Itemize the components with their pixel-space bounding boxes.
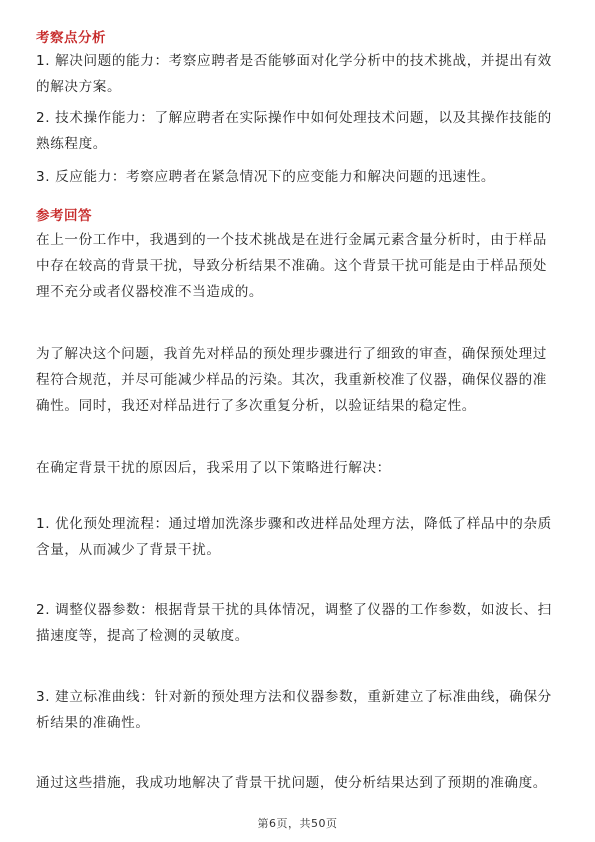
answer-heading: 参考回答 <box>36 208 92 224</box>
answer-paragraph-3: 在确定背景干扰的原因后，我采用了以下策略进行解决： <box>36 460 391 476</box>
strategy-item-2: 2. 调整仪器参数：根据背景干扰的具体情况，调整了仪器的工作参数，如波长、扫描速度等，提高了检测的灵敏度。 <box>36 602 552 644</box>
analysis-item-3: 3. 反应能力：考察应聘者在紧急情况下的应变能力和解决问题的迅速性。 <box>36 169 496 185</box>
answer-conclusion: 通过这些措施，我成功地解决了背景干扰问题，使分析结果达到了预期的准确度。 <box>36 775 547 791</box>
analysis-item-1: 1. 解决问题的能力：考察应聘者是否能够面对化学分析中的技术挑战，并提出有效的解决方案。 <box>36 53 552 95</box>
answer-paragraph-2: 为了解决这个问题，我首先对样品的预处理步骤进行了细致的审查，确保预处理过程符合规范，并尽可能减少样品的污染。其次，我重新校准了仪器，确保仪器的准确性。同时，我还对样品进行了多次重复分析，以验证结果的稳定性。 <box>36 346 547 414</box>
analysis-heading: 考察点分析 <box>36 30 106 46</box>
strategy-item-3: 3. 建立标准曲线：针对新的预处理方法和仪器参数，重新建立了标准曲线，确保分析结果的准确性。 <box>36 689 552 731</box>
analysis-item-2: 2. 技术操作能力：了解应聘者在实际操作中如何处理技术问题，以及其操作技能的熟练程度。 <box>36 110 552 152</box>
page-number: 第6页，共50页 <box>257 817 338 830</box>
strategy-item-1: 1. 优化预处理流程：通过增加洗涤步骤和改进样品处理方法，降低了样品中的杂质含量，从而减少了背景干扰。 <box>36 516 552 558</box>
answer-paragraph-1: 在上一份工作中，我遇到的一个技术挑战是在进行金属元素含量分析时，由于样品中存在较高的背景干扰，导致分析结果不准确。这个背景干扰可能是由于样品预处理不充分或者仪器校准不当造成的。 <box>36 232 547 300</box>
